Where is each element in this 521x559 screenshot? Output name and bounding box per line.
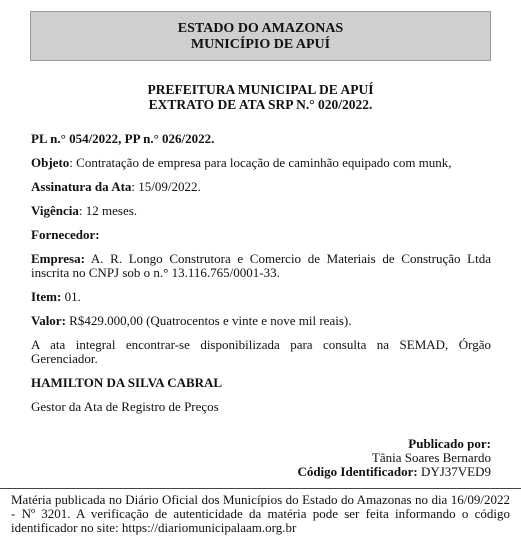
pl-pp-text: PL n.° 054/2022, PP n.° 026/2022. [31,131,215,146]
item-paragraph [31,290,491,304]
valor-text: R$429.000,00 (Quatrocentos e vinte e nove mil reais). [65,313,352,328]
valor-paragraph [31,314,491,328]
extract-title: EXTRATO DE ATA SRP N.° 020/2022. [148,97,373,112]
objeto-label: Objeto [31,155,70,170]
identifier-code: DYJ37VED9 [420,464,491,479]
signer-name: HAMILTON DA SILVA CABRAL [31,375,223,390]
municipality-name: MUNICÍPIO DE APUÍ [190,37,331,52]
assinatura-label: Assinatura da Ata [31,179,132,194]
objeto-text: : Contratação de empresa para locação de caminhão equipado com munk, [69,155,452,170]
valor-label: Valor: [31,313,66,328]
fornecedor-paragraph [31,228,491,242]
publisher-block [297,437,491,479]
assinatura-paragraph [31,180,491,194]
fornecedor-label: Fornecedor: [31,227,100,242]
item-text: 01. [61,289,81,304]
objeto-paragraph [31,156,491,170]
empresa-label: Empresa: [31,251,85,266]
vigencia-paragraph [31,204,491,218]
issuer-name: PREFEITURA MUNICIPAL DE APUÍ [147,82,374,97]
item-label: Item: [31,289,62,304]
ata-integral-paragraph: A ata integral encontrar-se disponibilizada para consulta na SEMAD, Órgão Gerenciador. [31,337,491,366]
document-title [30,82,491,112]
document-body [31,132,491,424]
publisher-label: Publicado por: [408,436,491,451]
signer-role: Gestor da Ata de Registro de Preços [31,399,219,414]
state-name: ESTADO DO AMAZONAS [177,21,344,36]
publication-footer: Matéria publicada no Diário Oficial dos Municípios do Estado do Amazonas no dia 16/09/2022 - Nº 3201. A verificação de autenticidade da matéria pode ser feita informando o código identificador no site: https://diariomunicipalaam.org.br [0,488,521,535]
identifier-label: Código Identificador: [297,464,418,479]
state-header-box [30,11,491,61]
publisher-name: Tânia Soares Bernardo [371,450,491,465]
identifier-line [297,465,491,479]
vigencia-label: Vigência [31,203,79,218]
empresa-paragraph [31,252,491,280]
pl-pp-line [31,132,491,146]
vigencia-text: : 12 meses. [78,203,138,218]
empresa-text: A. R. Longo Construtora e Comercio de Materiais de Construção Ltda inscrita no CNPJ sob o n.° 13.116.765/0001-33. [31,251,491,280]
assinatura-text: : 15/09/2022. [131,179,201,194]
